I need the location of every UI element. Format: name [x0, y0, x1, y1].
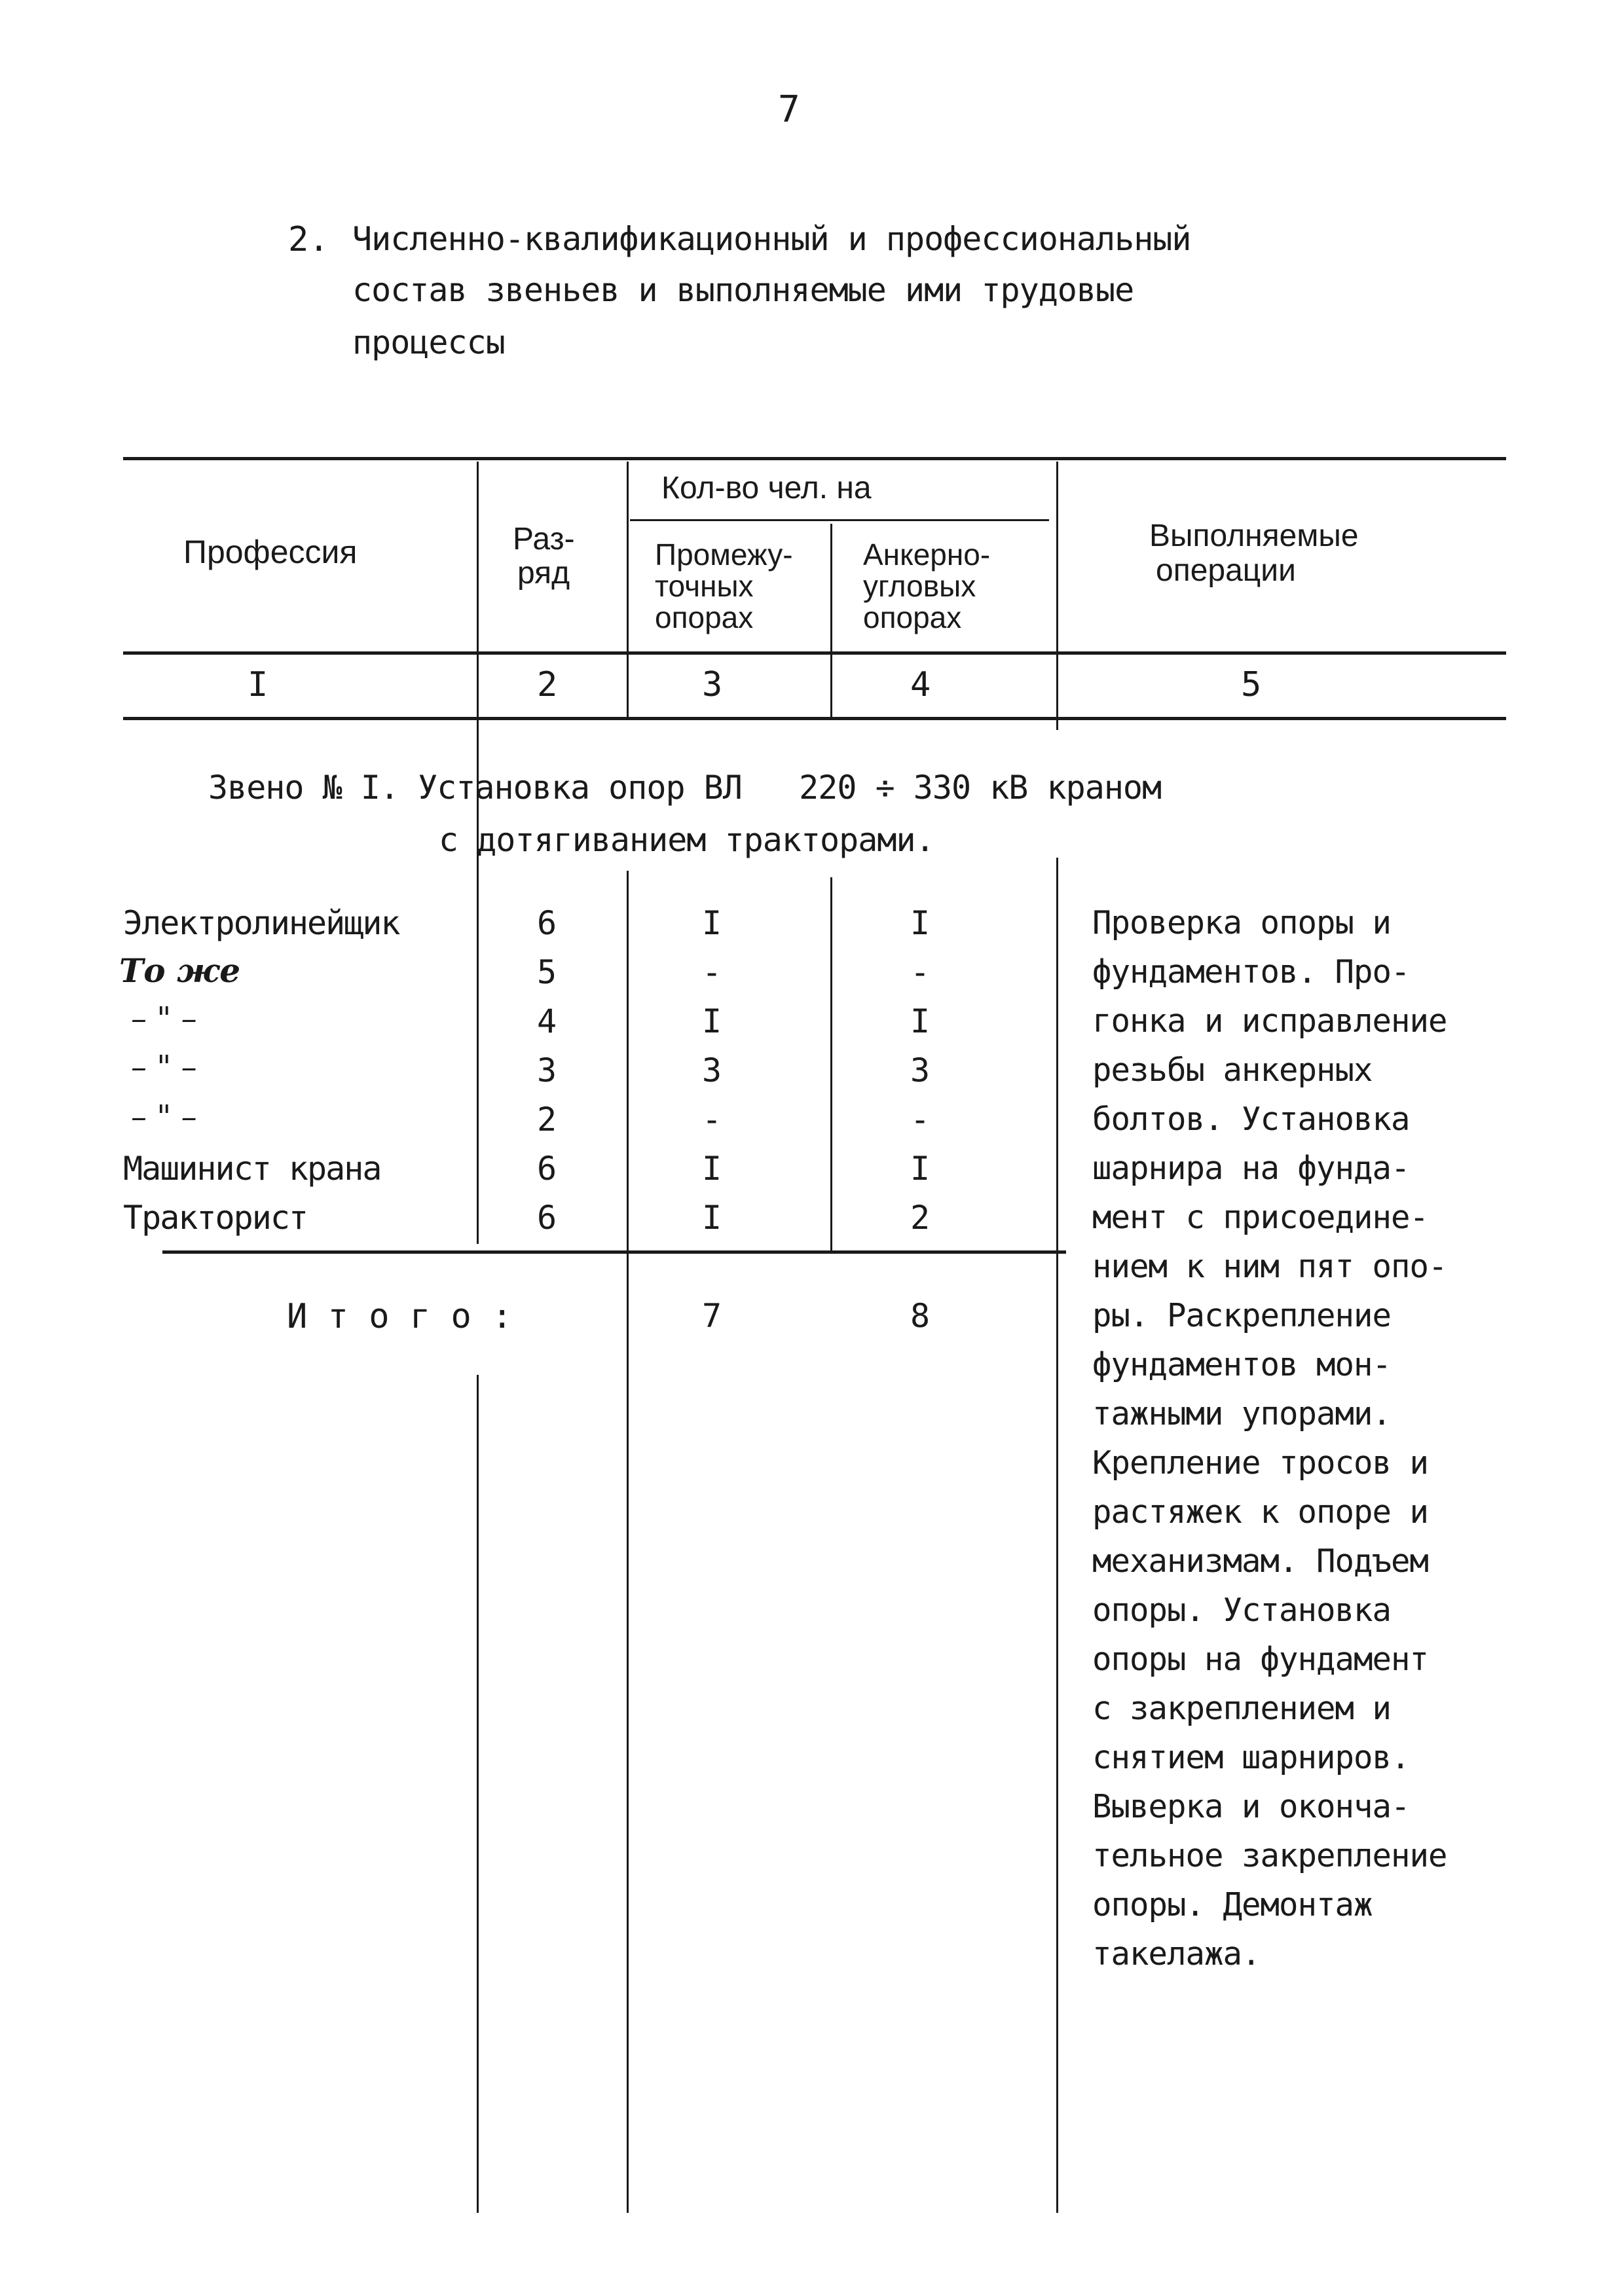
section-title-line-3: процессы: [352, 323, 505, 361]
row-intermediate: -: [702, 1101, 722, 1139]
column-divider-2-body: [627, 871, 629, 2213]
operations-line: болтов. Установка: [1092, 1101, 1410, 1138]
header-operations-line-2: операции: [1156, 553, 1296, 588]
header-intermediate-line-3: опорах: [655, 600, 754, 634]
header-grade-line-1: Раз-: [513, 522, 575, 556]
operations-line: гонка и исправление: [1092, 1002, 1447, 1040]
row-grade: 3: [537, 1051, 557, 1089]
column-divider-3: [830, 524, 832, 720]
operations-line: растяжек к опоре и: [1092, 1493, 1429, 1531]
column-numbers-rule: [123, 717, 1506, 720]
operations-line: Крепление тросов и: [1092, 1444, 1429, 1482]
row-intermediate: 3: [702, 1051, 722, 1089]
row-profession: – " –: [131, 1099, 197, 1135]
column-divider-4: [1056, 462, 1058, 730]
row-intermediate: I: [702, 1002, 722, 1040]
crew-title-line-1: Звено № I. Установка опор ВЛ 220 ÷ 330 кВ краном: [208, 769, 1162, 807]
row-profession: Тракторист: [123, 1199, 308, 1237]
row-intermediate: -: [702, 953, 722, 991]
row-grade: 4: [537, 1002, 557, 1040]
operations-line: фундаментов мон-: [1092, 1346, 1392, 1383]
column-number-4: 4: [910, 665, 931, 704]
row-grade: 6: [537, 1150, 557, 1188]
header-anchor-line-2: угловых: [863, 569, 976, 603]
operations-line: опоры. Демонтаж: [1092, 1886, 1373, 1923]
operations-line: мент с присоедине-: [1092, 1199, 1429, 1236]
row-anchor: I: [910, 904, 931, 942]
row-anchor: -: [910, 1101, 931, 1139]
operations-line: нием к ним пят опо-: [1092, 1248, 1447, 1285]
total-rule: [162, 1250, 1066, 1254]
column-divider-2: [627, 462, 629, 720]
operations-line: фундаментов. Про-: [1092, 953, 1410, 991]
total-intermediate: 7: [702, 1297, 722, 1335]
row-profession: – " –: [131, 1049, 197, 1085]
column-divider-3-body: [830, 877, 832, 1254]
row-anchor: 3: [910, 1051, 931, 1089]
operations-line: снятием шарниров.: [1092, 1739, 1410, 1776]
row-grade: 6: [537, 904, 557, 942]
total-label: И т о г о :: [287, 1297, 513, 1336]
row-anchor: 2: [910, 1199, 931, 1237]
row-anchor: I: [910, 1002, 931, 1040]
column-number-2: 2: [537, 665, 558, 704]
operations-line: опоры на фундамент: [1092, 1641, 1429, 1678]
row-profession: Электролинейщик: [123, 904, 399, 942]
operations-line: ры. Раскрепление: [1092, 1297, 1392, 1334]
header-intermediate-line-1: Промежу-: [655, 538, 793, 572]
header-anchor-line-1: Анкерно-: [863, 538, 991, 572]
page-number: 7: [778, 88, 800, 131]
operations-line: тажными упорами.: [1092, 1395, 1392, 1432]
row-anchor: -: [910, 953, 931, 991]
header-anchor-line-3: опорах: [863, 600, 962, 634]
row-intermediate: I: [702, 1199, 722, 1237]
count-group-rule: [630, 519, 1049, 521]
section-number: 2.: [288, 220, 329, 259]
row-grade: 6: [537, 1199, 557, 1237]
row-profession: – " –: [131, 1000, 197, 1037]
operations-line: шарнира на фунда-: [1092, 1150, 1410, 1187]
operations-line: резьбы анкерных: [1092, 1051, 1373, 1089]
row-intermediate: I: [702, 904, 722, 942]
row-grade: 5: [537, 953, 557, 991]
header-profession: Профессия: [183, 534, 358, 570]
header-grade-line-2: ряд: [517, 556, 570, 591]
row-intermediate: I: [702, 1150, 722, 1188]
column-number-5: 5: [1241, 665, 1262, 704]
column-number-3: 3: [702, 665, 723, 704]
header-count-group: Кол-во чел. на: [661, 471, 872, 505]
column-number-1: I: [248, 665, 268, 704]
operations-line: тельное закрепление: [1092, 1837, 1447, 1874]
total-anchor: 8: [910, 1297, 931, 1335]
operations-line: опоры. Установка: [1092, 1592, 1392, 1629]
header-operations-line-1: Выполняемые: [1149, 519, 1359, 553]
operations-line: такелажа.: [1092, 1935, 1261, 1973]
table-top-rule: [123, 457, 1506, 460]
row-profession: То же: [119, 951, 241, 990]
header-intermediate-line-2: точных: [655, 569, 754, 603]
operations-line: с закреплением и: [1092, 1690, 1392, 1727]
column-divider-4-body: [1056, 858, 1058, 2213]
row-profession: Машинист крана: [123, 1150, 381, 1188]
row-grade: 2: [537, 1101, 557, 1139]
row-anchor: I: [910, 1150, 931, 1188]
operations-line: Проверка опоры и: [1092, 904, 1392, 941]
section-title-line-2: состав звеньев и выполняемые ими трудовые: [352, 271, 1134, 309]
header-bottom-rule: [123, 651, 1506, 655]
column-divider-1-lower: [477, 1375, 479, 2213]
operations-line: механизмам. Подъем: [1092, 1542, 1429, 1580]
section-title-line-1: Численно-квалификационный и профессиональный: [352, 220, 1191, 258]
operations-line: Выверка и оконча-: [1092, 1788, 1410, 1825]
crew-title-line-2: с дотягиванием тракторами.: [439, 821, 934, 859]
